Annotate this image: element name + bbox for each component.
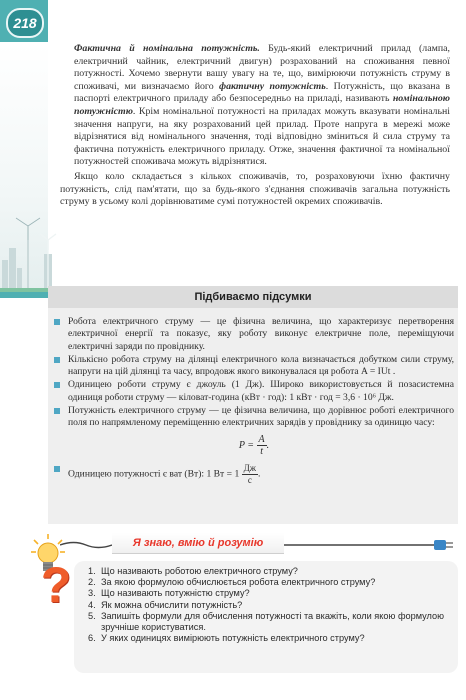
summary-item-text: Одиницею роботи струму є джоуль (1 Дж). Широко використовується й позасистемна одиниця роботи струму — кіловат-година (кВт · год): 1 кВт · год = 3,6 · 10⁶ Дж. [68,379,454,403]
paragraph-text: Будь-який електричний прилад (лампа, електричний чайник, електричний двигун) розрахований на споживання певної потужності. Хочемо звернути вашу увагу на те, що, вимірюючи потужність струму в споживачі, ми визначаємо його [74,43,450,92]
question-number: 2. [88,577,96,588]
paragraph-circuit: Якщо коло складається з кількох споживачів, то, розраховуючи їхню фактичну потужність, слід пам'ятати, що за будь-якого з'єднання споживачів загальна потужність струму в усьому колі дорівнюватиме сумі потужностей окремих споживачів. [60,170,450,208]
cord-right-icon [284,538,454,552]
wind-turbines-illustration [0,188,62,298]
summary-title: Підбиваємо підсумки [48,286,458,308]
question-text: За якою формулою обчислюється робота електричного струму? [101,577,376,588]
question-item [88,600,448,611]
unit-fraction [242,462,261,486]
question-number: 1. [88,566,96,576]
unit-denominator: с [247,474,252,485]
bullet-icon [54,319,60,325]
formula-lhs: P = [238,439,255,451]
bullet-icon [54,408,60,414]
question-item [88,588,448,599]
paragraph-power [60,43,450,169]
summary-item-text: Кількісно робота струму на ділянці електричного кола визначається добутком сили струму, напруги на цій ділянці та часу, впродовж якого виконувалася ця робота A = IUt . [68,353,454,378]
question-number: 5. [88,610,96,621]
summary-item-text: Потужність електричного струму — це фізична величина, що дорівнює роботі електричного поля по напрямленому переміщенню електричних зарядів у провіднику за одиницю часу: [68,405,454,429]
term-actual-power: фактичну потужність [219,80,326,92]
question-text: Запишіть формули для обчислення потужності та вкажіть, коли якою формулою зручніше користуватися. [101,610,444,633]
paragraph-text: . Крім номінальної потужності на приладах можуть вказувати номінальні значення напруги, на яку розрахований цей прилад. Проте напруга в мережі може відрізнятися від номінального значення, тоді відповідно зміниться й сила струму та фактична потужність електричного приладу. Отже, значення фактичної та номінальної потужностей споживача можуть відрізнятися. [74,105,450,168]
question-item [88,566,448,577]
bullet-icon [54,357,60,363]
term-nominal-power: номінальною потужністю [74,93,450,117]
summary-item [54,316,454,353]
question-item [88,633,448,644]
question-text: У яких одиницях вимірюють потужність електричного струму? [101,633,365,644]
quiz-title: Я знаю, вмію й розумію [112,533,284,554]
summary-item-text: Одиницею потужності є ват (Вт): 1 Вт = 1 [68,468,240,480]
questions-list [88,566,448,644]
cord-left-icon [60,538,112,552]
summary-item [54,405,454,430]
unit-numerator: Дж [243,462,257,473]
formula-denominator: t [260,445,263,457]
formula-fraction [257,434,267,457]
summary-list [54,316,454,487]
summary-item-text: Робота електричного струму — це фізична величина, що характеризує перетворення електричної енергії та показує, яку роботу виконує електричне поле, переміщуючи електричні заряди по провіднику. [68,316,454,352]
main-text [60,43,450,209]
question-item [88,577,448,588]
unit-tail: . [258,468,261,480]
summary-item [54,354,454,379]
formula-numerator: A [258,433,265,445]
summary-item [54,463,454,486]
question-text: Як можна обчислити потужність? [101,599,243,610]
formula-tail: . [266,439,270,451]
question-text: Що називають потужністю струму? [101,588,250,599]
question-text: Що називають роботою електричного струму? [101,566,298,576]
paragraph-lead: Фактична й номінальна потужність. [74,43,260,54]
summary-item [54,379,454,404]
question-number: 3. [88,588,96,599]
bullet-icon [54,466,60,472]
power-formula [54,434,454,457]
question-number: 6. [88,633,96,644]
question-item [88,611,448,633]
question-number: 4. [88,599,96,610]
paragraph-text: . Потужність, що вказана в паспорті електричного приладу або безпосередньо на приладі, називають [74,80,450,105]
page-number: 218 [6,8,44,38]
question-mark-icon: ? [40,557,72,613]
bullet-icon [54,382,60,388]
